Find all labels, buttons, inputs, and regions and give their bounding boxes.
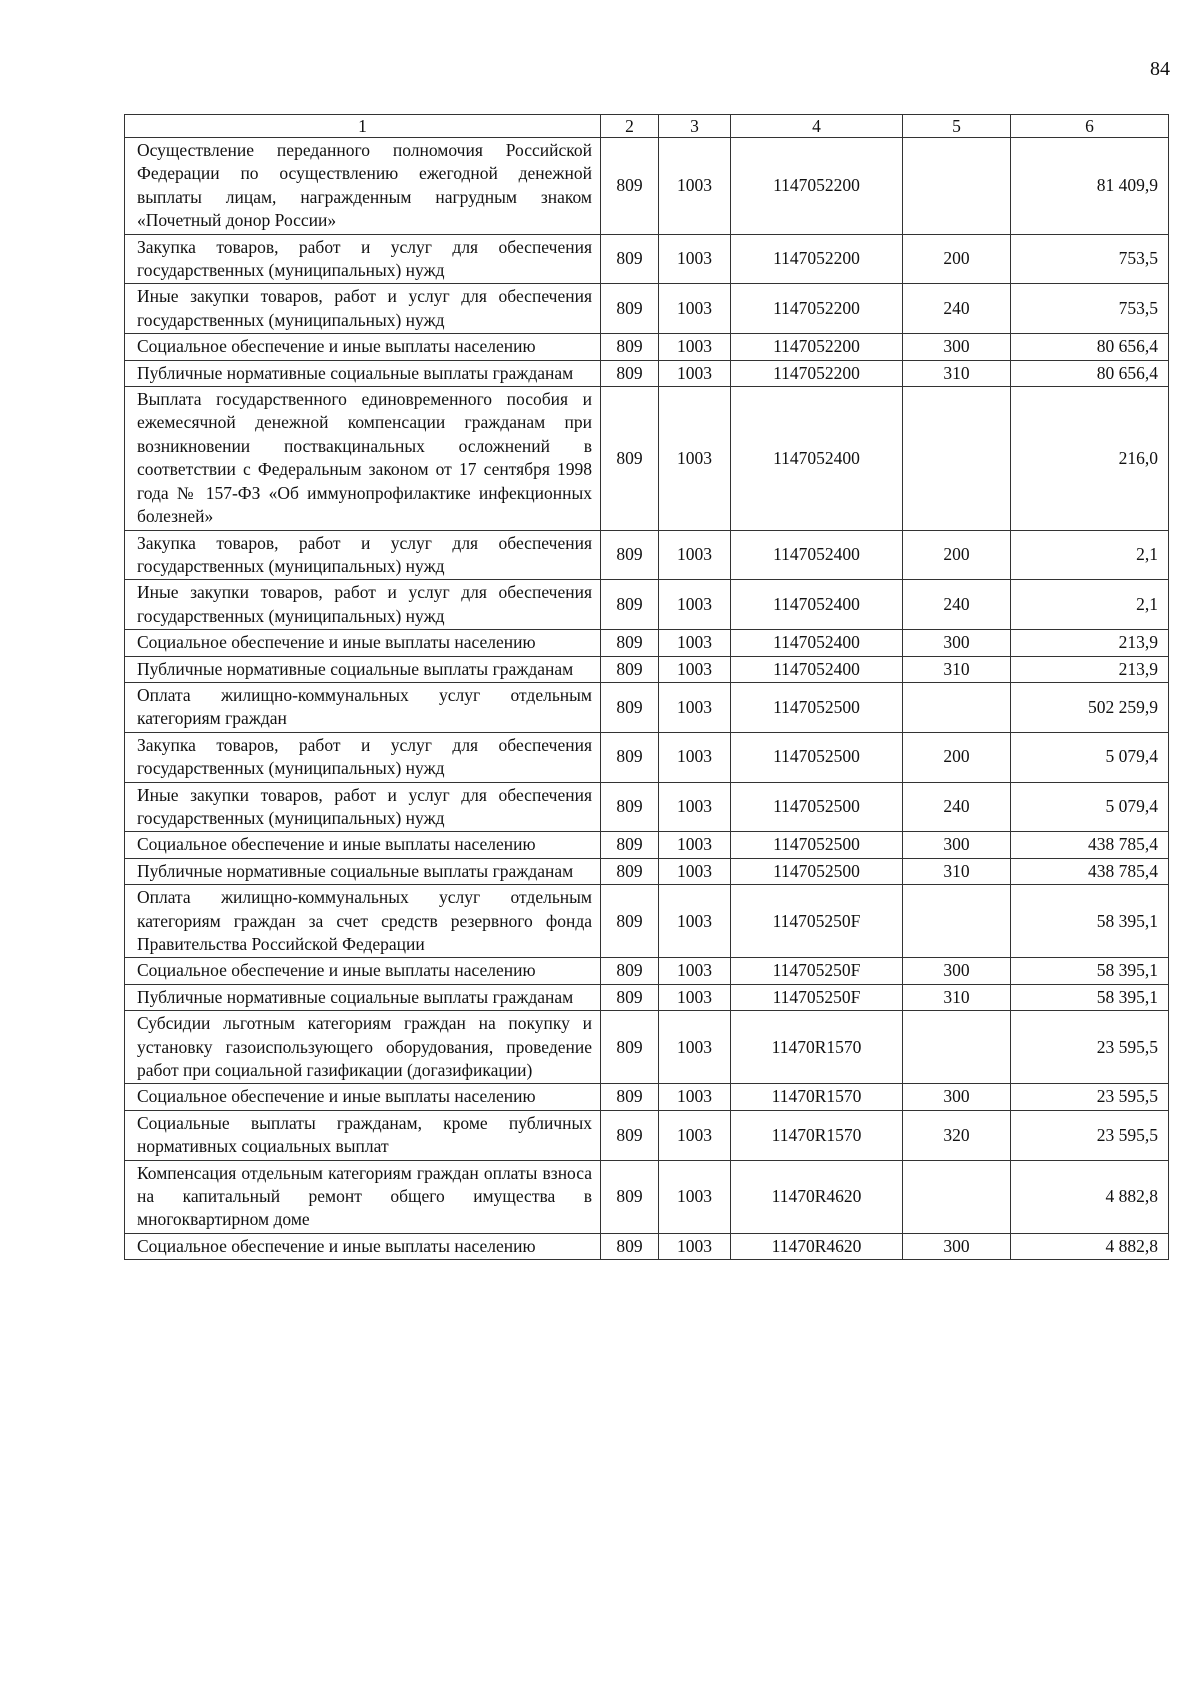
dept-code: 809 [601, 1233, 659, 1259]
amount: 80 656,4 [1011, 334, 1169, 360]
table-row [125, 682, 1169, 732]
target-article-code: 1147052500 [731, 858, 903, 884]
budget-table [124, 114, 1169, 1260]
amount: 213,9 [1011, 630, 1169, 656]
expense-type-code: 240 [903, 580, 1011, 630]
expense-type-code: 240 [903, 782, 1011, 832]
section-code: 1003 [659, 958, 731, 984]
amount: 23 595,5 [1011, 1011, 1169, 1084]
dept-code: 809 [601, 1160, 659, 1233]
amount: 23 595,5 [1011, 1110, 1169, 1160]
item-name: Иные закупки товаров, работ и услуг для обеспечения государственных (муниципальных) нужд [125, 580, 601, 630]
item-name: Социальные выплаты гражданам, кроме публичных нормативных социальных выплат [125, 1110, 601, 1160]
table-row [125, 1110, 1169, 1160]
target-article-code: 114705250F [731, 958, 903, 984]
section-code: 1003 [659, 530, 731, 580]
expense-type-code [903, 682, 1011, 732]
header-col-3: 3 [659, 115, 731, 138]
target-article-code: 1147052400 [731, 530, 903, 580]
header-col-5: 5 [903, 115, 1011, 138]
amount: 58 395,1 [1011, 984, 1169, 1010]
dept-code: 809 [601, 234, 659, 284]
expense-type-code: 310 [903, 858, 1011, 884]
target-article-code: 1147052500 [731, 682, 903, 732]
dept-code: 809 [601, 656, 659, 682]
item-name: Субсидии льготным категориям граждан на покупку и установку газоиспользующего оборудования, проведение работ при социальной газификации (догазификации) [125, 1011, 601, 1084]
item-name: Оплата жилищно-коммунальных услуг отдельным категориям граждан [125, 682, 601, 732]
dept-code: 809 [601, 858, 659, 884]
amount: 502 259,9 [1011, 682, 1169, 732]
table-body [125, 138, 1169, 1260]
expense-type-code [903, 1011, 1011, 1084]
item-name: Компенсация отдельным категориям граждан оплаты взноса на капитальный ремонт общего имущества в многоквартирном доме [125, 1160, 601, 1233]
target-article-code: 1147052500 [731, 782, 903, 832]
item-name: Социальное обеспечение и иные выплаты населению [125, 630, 601, 656]
target-article-code: 114705250F [731, 885, 903, 958]
section-code: 1003 [659, 630, 731, 656]
expense-type-code: 200 [903, 234, 1011, 284]
item-name: Публичные нормативные социальные выплаты гражданам [125, 360, 601, 386]
section-code: 1003 [659, 1084, 731, 1110]
amount: 753,5 [1011, 284, 1169, 334]
expense-type-code: 310 [903, 984, 1011, 1010]
expense-type-code: 320 [903, 1110, 1011, 1160]
section-code: 1003 [659, 1011, 731, 1084]
header-col-2: 2 [601, 115, 659, 138]
dept-code: 809 [601, 630, 659, 656]
section-code: 1003 [659, 832, 731, 858]
amount: 5 079,4 [1011, 782, 1169, 832]
section-code: 1003 [659, 1110, 731, 1160]
amount: 81 409,9 [1011, 138, 1169, 235]
section-code: 1003 [659, 234, 731, 284]
dept-code: 809 [601, 580, 659, 630]
section-code: 1003 [659, 656, 731, 682]
amount: 213,9 [1011, 656, 1169, 682]
target-article-code: 1147052400 [731, 387, 903, 530]
item-name: Публичные нормативные социальные выплаты гражданам [125, 984, 601, 1010]
dept-code: 809 [601, 682, 659, 732]
amount: 4 882,8 [1011, 1160, 1169, 1233]
expense-type-code [903, 885, 1011, 958]
section-code: 1003 [659, 284, 731, 334]
item-name: Закупка товаров, работ и услуг для обеспечения государственных (муниципальных) нужд [125, 732, 601, 782]
target-article-code: 1147052200 [731, 138, 903, 235]
section-code: 1003 [659, 580, 731, 630]
target-article-code: 1147052200 [731, 234, 903, 284]
section-code: 1003 [659, 1160, 731, 1233]
expense-type-code: 200 [903, 530, 1011, 580]
item-name: Закупка товаров, работ и услуг для обеспечения государственных (муниципальных) нужд [125, 234, 601, 284]
section-code: 1003 [659, 682, 731, 732]
target-article-code: 1147052400 [731, 656, 903, 682]
table-row [125, 387, 1169, 530]
header-row [125, 115, 1169, 138]
dept-code: 809 [601, 138, 659, 235]
item-name: Осуществление переданного полномочия Российской Федерации по осуществлению ежегодной денежной выплаты лицам, награжденным нагрудным знаком «Почетный донор России» [125, 138, 601, 235]
expense-type-code: 200 [903, 732, 1011, 782]
table-row [125, 360, 1169, 386]
expense-type-code [903, 387, 1011, 530]
expense-type-code: 300 [903, 630, 1011, 656]
section-code: 1003 [659, 984, 731, 1010]
page-number: 84 [1150, 58, 1170, 80]
amount: 58 395,1 [1011, 958, 1169, 984]
expense-type-code [903, 1160, 1011, 1233]
target-article-code: 1147052200 [731, 334, 903, 360]
table-row [125, 138, 1169, 235]
expense-type-code: 300 [903, 958, 1011, 984]
target-article-code: 11470R1570 [731, 1110, 903, 1160]
table-row [125, 984, 1169, 1010]
dept-code: 809 [601, 360, 659, 386]
amount: 23 595,5 [1011, 1084, 1169, 1110]
target-article-code: 1147052200 [731, 284, 903, 334]
section-code: 1003 [659, 885, 731, 958]
section-code: 1003 [659, 387, 731, 530]
table-row [125, 858, 1169, 884]
target-article-code: 11470R1570 [731, 1084, 903, 1110]
table-row [125, 656, 1169, 682]
table-row [125, 580, 1169, 630]
table-row [125, 1011, 1169, 1084]
dept-code: 809 [601, 1011, 659, 1084]
dept-code: 809 [601, 732, 659, 782]
amount: 2,1 [1011, 580, 1169, 630]
amount: 438 785,4 [1011, 858, 1169, 884]
table-row [125, 832, 1169, 858]
section-code: 1003 [659, 138, 731, 235]
amount: 753,5 [1011, 234, 1169, 284]
table-row [125, 1233, 1169, 1259]
header-col-4: 4 [731, 115, 903, 138]
expense-type-code: 300 [903, 334, 1011, 360]
table-header [125, 115, 1169, 138]
amount: 216,0 [1011, 387, 1169, 530]
item-name: Оплата жилищно-коммунальных услуг отдельным категориям граждан за счет средств резервного фонда Правительства Российской Федерации [125, 885, 601, 958]
target-article-code: 114705250F [731, 984, 903, 1010]
dept-code: 809 [601, 782, 659, 832]
table-row [125, 1084, 1169, 1110]
table-row [125, 334, 1169, 360]
section-code: 1003 [659, 858, 731, 884]
section-code: 1003 [659, 782, 731, 832]
target-article-code: 1147052400 [731, 580, 903, 630]
target-article-code: 1147052400 [731, 630, 903, 656]
table-row [125, 630, 1169, 656]
dept-code: 809 [601, 984, 659, 1010]
dept-code: 809 [601, 387, 659, 530]
item-name: Социальное обеспечение и иные выплаты населению [125, 1084, 601, 1110]
header-col-1: 1 [125, 115, 601, 138]
table-row [125, 782, 1169, 832]
item-name: Социальное обеспечение и иные выплаты населению [125, 334, 601, 360]
table-row [125, 284, 1169, 334]
item-name: Социальное обеспечение и иные выплаты населению [125, 832, 601, 858]
dept-code: 809 [601, 334, 659, 360]
table-row [125, 885, 1169, 958]
item-name: Иные закупки товаров, работ и услуг для обеспечения государственных (муниципальных) нужд [125, 782, 601, 832]
amount: 58 395,1 [1011, 885, 1169, 958]
item-name: Иные закупки товаров, работ и услуг для обеспечения государственных (муниципальных) нужд [125, 284, 601, 334]
expense-type-code: 300 [903, 1233, 1011, 1259]
dept-code: 809 [601, 1110, 659, 1160]
header-col-6: 6 [1011, 115, 1169, 138]
amount: 438 785,4 [1011, 832, 1169, 858]
dept-code: 809 [601, 958, 659, 984]
dept-code: 809 [601, 530, 659, 580]
item-name: Социальное обеспечение и иные выплаты населению [125, 1233, 601, 1259]
expense-type-code [903, 138, 1011, 235]
dept-code: 809 [601, 885, 659, 958]
item-name: Выплата государственного единовременного пособия и ежемесячной денежной компенсации гражданам при возникновении поствакцинальных осложнений в соответствии с Федеральным законом от 17 сентября 1998 года № 157-ФЗ «Об иммунопрофилактике инфекционных болезней» [125, 387, 601, 530]
table-row [125, 530, 1169, 580]
expense-type-code: 240 [903, 284, 1011, 334]
amount: 5 079,4 [1011, 732, 1169, 782]
target-article-code: 11470R4620 [731, 1160, 903, 1233]
target-article-code: 11470R4620 [731, 1233, 903, 1259]
expense-type-code: 300 [903, 1084, 1011, 1110]
expense-type-code: 300 [903, 832, 1011, 858]
item-name: Публичные нормативные социальные выплаты гражданам [125, 858, 601, 884]
section-code: 1003 [659, 1233, 731, 1259]
item-name: Закупка товаров, работ и услуг для обеспечения государственных (муниципальных) нужд [125, 530, 601, 580]
target-article-code: 1147052500 [731, 732, 903, 782]
expense-type-code: 310 [903, 656, 1011, 682]
section-code: 1003 [659, 732, 731, 782]
item-name: Публичные нормативные социальные выплаты гражданам [125, 656, 601, 682]
dept-code: 809 [601, 284, 659, 334]
table-row [125, 1160, 1169, 1233]
dept-code: 809 [601, 832, 659, 858]
amount: 4 882,8 [1011, 1233, 1169, 1259]
target-article-code: 1147052200 [731, 360, 903, 386]
amount: 2,1 [1011, 530, 1169, 580]
section-code: 1003 [659, 334, 731, 360]
target-article-code: 1147052500 [731, 832, 903, 858]
expense-type-code: 310 [903, 360, 1011, 386]
amount: 80 656,4 [1011, 360, 1169, 386]
item-name: Социальное обеспечение и иные выплаты населению [125, 958, 601, 984]
table-row [125, 958, 1169, 984]
target-article-code: 11470R1570 [731, 1011, 903, 1084]
dept-code: 809 [601, 1084, 659, 1110]
table-row [125, 732, 1169, 782]
section-code: 1003 [659, 360, 731, 386]
table-row [125, 234, 1169, 284]
